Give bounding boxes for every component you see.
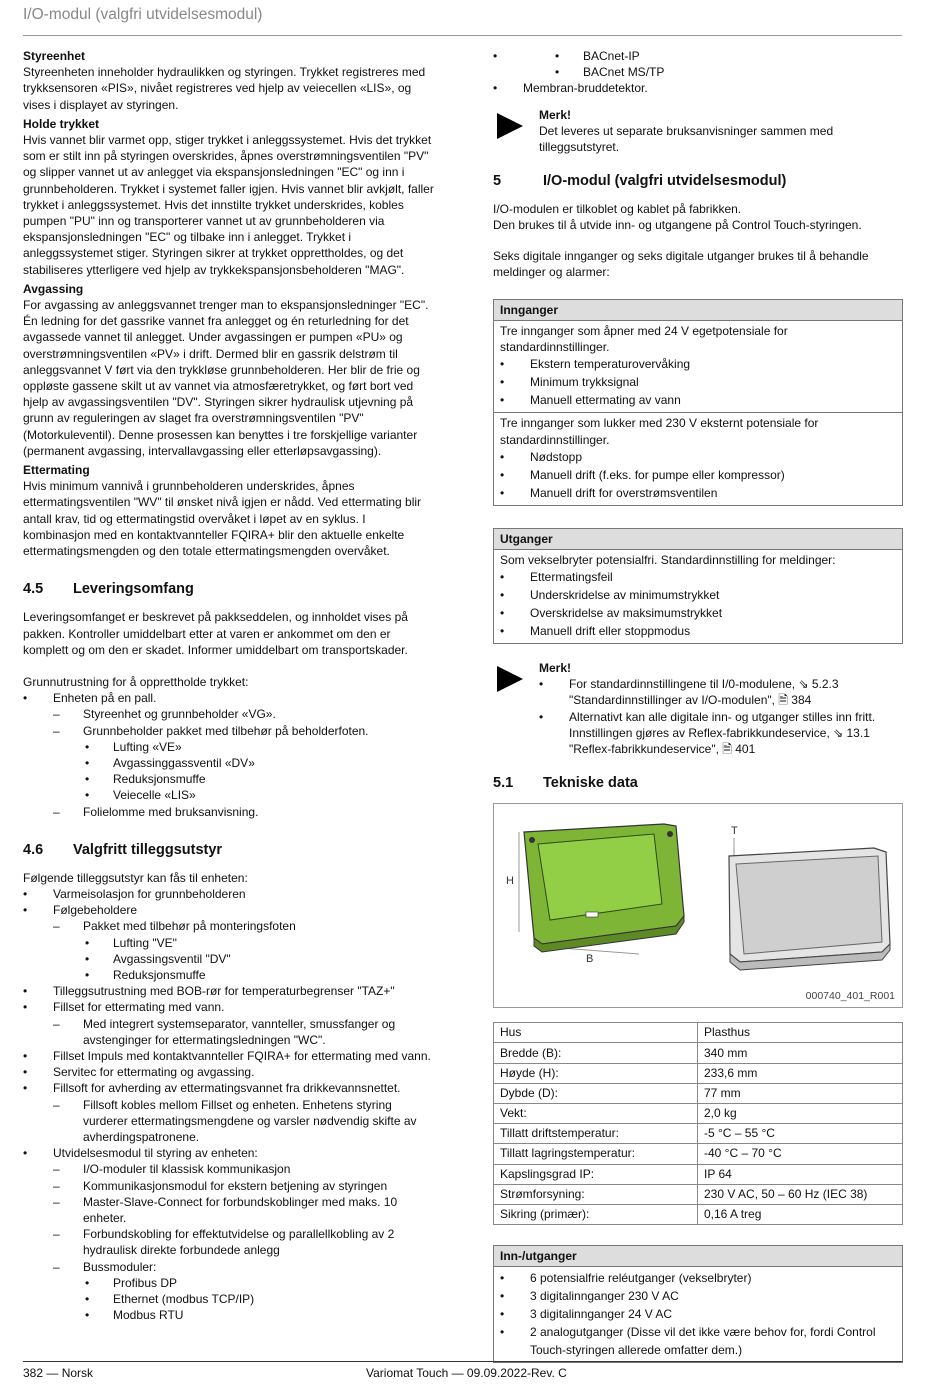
table-cell-value: 77 mm [698, 1083, 903, 1103]
list-item: • Membran-bruddetektor. [493, 80, 903, 96]
box-heading: Utganger [494, 529, 902, 550]
note-text: Det leveres ut separate bruksanvisninger sammen med tilleggsutstyret. [539, 123, 834, 155]
heading-ettermating: Ettermating [23, 463, 90, 478]
list-item: • Avgassingsventil "DV" [83, 951, 435, 967]
table-cell-label: Strømforsyning: [494, 1184, 698, 1204]
list-item: • Servitec for ettermating og avgassing. [23, 1064, 435, 1080]
table-cell-label: Kapslingsgrad IP: [494, 1164, 698, 1184]
list-item: • Avgassinggassventil «DV» [83, 755, 435, 771]
list-item: • Varmeisolasjon for grunnbeholderen [23, 886, 435, 902]
table-cell-label: Sikring (primær): [494, 1204, 698, 1224]
para-grunnutrustning: Grunnutrustning for å opprettholde trykket: [23, 674, 249, 689]
para-ettermating: Hvis minimum vannivå i grunnbeholderen underskrides, åpnes ettermatingsventilen "WV" til ønsket nivå igjen er nådd. Ved ettermating blir antall krav, tid og ettermatingstid overvåket i løpet av en syklus. I kombinasjon med en kontaktvannteller FQIRA+ blir den aktuelle enkelte ettermatingsmengden og den totale ettermatingsmengden overvåket. [23, 479, 422, 559]
list-item: • Ekstern temperaturovervåking [500, 355, 896, 373]
list-item: • Reduksjonsmuffe [83, 967, 435, 983]
list-continued [493, 48, 903, 97]
module-illustration [494, 804, 902, 1007]
list-item: – Grunnbeholder pakket med tilbehør på beholderfoten. • Lufting «VE» • Avgassinggassventil «DV» • Reduksjonsmuffe • Veiecelle «LIS» [53, 723, 435, 804]
list-item: • Ettermatingsfeil [500, 568, 896, 586]
height-label: H [506, 875, 514, 888]
arrow-icon [497, 113, 523, 139]
section-title: Leveringsomfang [73, 581, 194, 598]
table-row [494, 1164, 903, 1184]
section-4-5-heading [23, 581, 435, 597]
para-holde-trykket: Hvis vannet blir varmet opp, stiger trykket i anleggssystemet. Hvis det trykket som er stilt inn på styringen overskrides, åpnes overstrømningsventilen "PV" og slipper vannet ut av anlegget via ekspansjonsledningen "EC" og inn i grunnbeholderen. Trykket i systemet faller igjen. Hvis vannet blir avkjølt, faller trykket i anleggssystemet. Hvis det innstilte trykket underskrides, kobles pumpen "PU" inn og transporterer vannet ut av grunnbeholderen via ekspansjonsledningen "EC" og tilbake inn i anlegget. Trykket i anleggssystemet stiger. Styringen sikrer at trykket opprettholdes, og det stabiliseres ytterligere ved hjelp av trykkekspansjonsbeholderen "MAG". [23, 133, 434, 277]
list-item: • • BACnet-IP [553, 48, 903, 64]
list-item: • Underskridelse av minimumstrykket [500, 586, 896, 604]
list-item: • Lufting «VE» [83, 739, 435, 755]
list-item: • Utvidelsesmodul til styring av enheten: – I/O-moduler til klassisk kommunikasjon – Kommunikasjonsmodul for ekstern betjening av styringen – Master-Slave-Connect for forbundskoblinger med maks. 10 enheter. – Forbundskobling for effektutvidelse og parallellkobling av 2 hydraulisk direkte forbundede anlegg – Bussmoduler: • Profibus DP • Ethernet (modbus TCP/IP) • Modbus RTU [23, 1145, 435, 1323]
table-cell-label: Høyde (H): [494, 1063, 698, 1083]
list-item: • Nødstopp [500, 448, 896, 466]
list-item: • Manuell drift for overstrømsventilen [500, 484, 896, 502]
list-item: • Reduksjonsmuffe [83, 771, 435, 787]
list-item: – Styreenhet og grunnbeholder «VG». [53, 706, 435, 722]
section-title: Tekniske data [543, 775, 638, 792]
section-number: 4.6 [23, 841, 44, 858]
table-cell-label: Vekt: [494, 1104, 698, 1124]
table-cell-label: Hus [494, 1023, 698, 1043]
list-item: • Overskridelse av maksimumstrykket [500, 604, 896, 622]
list-item: – Fillsoft kobles mellom Fillset og enheten. Enhetens styring vurderer ettermatingsmengdene og varsler nødvendig skifte av avherdingspatronene. [53, 1097, 435, 1146]
note-box [493, 107, 903, 156]
list-item: • Modbus RTU [83, 1307, 435, 1323]
list-item: • Manuell ettermating av vann [500, 391, 896, 409]
list-item: – Pakket med tilbehør på monteringsfoten • Lufting "VE" • Avgassingsventil "DV" • Reduksjonsmuffe [53, 918, 435, 983]
right-column [493, 48, 903, 1363]
depth-label: T [731, 825, 738, 838]
table-cell-value: 233,6 mm [698, 1063, 903, 1083]
list-leveringsomfang [23, 690, 435, 820]
table-row [494, 1184, 903, 1204]
table-cell-label: Dybde (D): [494, 1083, 698, 1103]
footer-page: 382 — Norsk [23, 1366, 94, 1380]
box-text: Tre innganger som lukker med 230 V eksternt potensiale for standardinnstillinger. [500, 416, 819, 447]
table-row [494, 1144, 903, 1164]
logo-badge [586, 912, 598, 917]
list-item: – Kommunikasjonsmodul for ekstern betjening av styringen [53, 1178, 435, 1194]
io-box [493, 1245, 903, 1363]
list-item: • Fillset for ettermating med vann. – Med integrert systemseparator, vannteller, smussfanger og avstenginger for ettermatingsledningen "WC". [23, 999, 435, 1048]
heading-holde-trykket: Holde trykket [23, 116, 100, 131]
arrow-icon [497, 666, 523, 692]
table-cell-value: Plasthus [698, 1023, 903, 1043]
note-box [493, 660, 903, 757]
table-row [494, 1124, 903, 1144]
header-rule [23, 35, 902, 36]
list-item: • Manuell drift eller stoppmodus [500, 622, 896, 640]
list-item: • For standardinnstillingene til I/0-modulene, ⇘ 5.2.3 "Standardinnstillinger av I/O-modulen", 🗎 384 [539, 676, 903, 708]
para-io-3: Seks digitale innganger og seks digitale utganger brukes til å behandle meldinger og alarmer: [493, 248, 869, 279]
table-row [494, 1023, 903, 1043]
table-cell-label: Tillatt driftstemperatur: [494, 1124, 698, 1144]
table-row [494, 1204, 903, 1224]
list-item: – Forbundskobling for effektutvidelse og parallellkobling av 2 hydraulisk direkte forbundede anlegg [53, 1226, 435, 1258]
para-styreenhet: Styreenheten inneholder hydraulikken og styringen. Trykket registreres med trykksensoren «PIS», nivået registreres ved hjelp av veiecellen «LIS», og vises i displayet av styringen. [23, 65, 426, 112]
note-heading: Merk! [539, 661, 572, 676]
module-side-back [736, 856, 882, 954]
box-heading: Inn-/utganger [494, 1246, 902, 1267]
list-item: • 6 potensialfrie reléutganger (vekselbryter) [500, 1269, 896, 1287]
list-item: • Profibus DP [83, 1275, 435, 1291]
left-column [23, 48, 435, 1323]
section-number: 4.5 [23, 581, 44, 598]
list-item: • Minimum trykksignal [500, 373, 896, 391]
list-item: – I/O-moduler til klassisk kommunikasjon [53, 1161, 435, 1177]
table-row [494, 1063, 903, 1083]
inputs-box [493, 299, 903, 506]
para-io-1: I/O-modulen er tilkoblet og kablet på fabrikken. [493, 202, 742, 217]
table-cell-label: Tillatt lagringstemperatur: [494, 1144, 698, 1164]
width-label: B [586, 953, 594, 966]
section-5-heading [493, 173, 903, 189]
table-cell-value: 340 mm [698, 1043, 903, 1063]
section-number: 5 [493, 173, 502, 190]
list-item: • Veiecelle «LIS» [83, 787, 435, 803]
section-number: 5.1 [493, 775, 514, 792]
list-item: – Bussmoduler: • Profibus DP • Ethernet (modbus TCP/IP) • Modbus RTU [53, 1259, 435, 1324]
table-cell-label: Bredde (B): [494, 1043, 698, 1063]
para-io-2: Den brukes til å utvide inn- og utgangene på Control Touch-styringen. [493, 218, 862, 233]
table-row [494, 1043, 903, 1063]
screw-icon [529, 837, 535, 843]
list-item: – Med integrert systemseparator, vannteller, smussfanger og avstenginger for ettermatingsledningen "WC". [53, 1016, 435, 1048]
table-cell-value: IP 64 [698, 1164, 903, 1184]
para-avgassing: For avgassing av anleggsvannet trenger man to ekspansjonsledninger "EC". Én ledning for det gassrike vannet fra anlegget og én returledning for det avgassede vannet til anlegget. Under avgassingen er pumpen «PU» og overstrømningsventilen «PV» i drift. Dermed blir en gassrik delstrøm til anleggsvannet V ført via den trykkløse grunnbeholderen. Her blir de frie og oppløste gassene skilt ut av vannet via atmosfæretrykket, og ført bort ved hjelp av avgassingsventilen "DV". Styringen sikrer hydraulisk utjevning på grunn av reguleringen av slaget fra overstrømningsventilen "PV" (Motorkuleventil). Denne prosessen kan benyttes i tre forskjellige varianter (permanent avgassing, intervallavgassing eller etterløpsavgassing). [23, 298, 429, 458]
list-item: • 3 digitalinnganger 230 V AC [500, 1287, 896, 1305]
module-display-panel [538, 834, 662, 920]
list-item: • Fillset Impuls med kontaktvannteller FQIRA+ for ettermating med vann. [23, 1048, 435, 1064]
list-item: • Følgebeholdere – Pakket med tilbehør på monteringsfoten • Lufting "VE" • Avgassingsventil "DV" • Reduksjonsmuffe [23, 902, 435, 983]
list-item: – Folielomme med bruksanvisning. [53, 804, 435, 820]
list-item: • Lufting "VE" [83, 935, 435, 951]
table-cell-value: -5 °C – 55 °C [698, 1124, 903, 1144]
para-leveringsomfang: Leveringsomfanget er beskrevet på pakkseddelen, og innholdet vises på pakken. Kontroller umiddelbart etter at varen er ankommet om den er komplett og om den er skadet. Informer umiddelbart om transportskader. [23, 610, 408, 657]
section-4-6-heading [23, 842, 435, 858]
para-tilleggsutstyr: Følgende tilleggsutstyr kan fås til enheten: [23, 870, 248, 885]
tech-data-table [493, 1022, 903, 1225]
footer-doc: Variomat Touch — 09.09.2022-Rev. C [366, 1366, 567, 1380]
figure-caption: 000740_401_R001 [805, 990, 895, 1003]
list-item: • Ethernet (modbus TCP/IP) [83, 1291, 435, 1307]
note-heading: Merk! [539, 107, 572, 122]
outputs-box [493, 528, 903, 644]
table-row [494, 1104, 903, 1124]
list-item: • Tilleggsutrustning med BOB-rør for temperaturbegrenser "TAZ+" [23, 983, 435, 999]
list-item: • Enheten på en pall. – Styreenhet og grunnbeholder «VG». – Grunnbeholder pakket med tilbehør på beholderfoten. • Lufting «VE» • Avgassinggassventil «DV» • Reduksjonsmuffe • Veiecelle «LIS» – Folielomme med bruksanvisning. [23, 690, 435, 820]
table-cell-value: 0,16 A treg [698, 1204, 903, 1224]
list-item [493, 48, 903, 80]
table-row [494, 1083, 903, 1103]
module-figure [493, 803, 903, 1008]
list-item: • BACnet MS/TP [553, 64, 903, 80]
table-cell-value: 2,0 kg [698, 1104, 903, 1124]
table-cell-value: -40 °C – 70 °C [698, 1144, 903, 1164]
list-item: • Fillsoft for avherding av ettermatingsvannet fra drikkevannsnettet. – Fillsoft kobles mellom Fillset og enheten. Enhetens styring vurderer ettermatingsmengdene og varsler nødvendig skifte av avherdingspatronene. [23, 1080, 435, 1145]
box-text: Tre innganger som åpner med 24 V egetpotensiale for standardinnstillinger. [500, 324, 788, 355]
screw-icon [667, 831, 673, 837]
table-cell-value: 230 V AC, 50 – 60 Hz (IEC 38) [698, 1184, 903, 1204]
list-item: • Manuell drift (f.eks. for pumpe eller kompressor) [500, 466, 896, 484]
section-5-1-heading [493, 775, 903, 791]
section-title: I/O-modul (valgfri utvidelsesmodul) [543, 173, 787, 190]
heading-styreenhet: Styreenhet [23, 49, 86, 63]
list-item: • 2 analogutganger (Disse vil det ikke være behov for, fordi Control Touch-styringen allerede omfatter dem.) [500, 1323, 896, 1359]
section-title: Valgfritt tilleggsutstyr [73, 841, 223, 858]
list-item: • Alternativt kan alle digitale inn- og utganger stilles inn fritt. Innstillingen gjøres av Reflex-fabrikkundeservice, ⇘ 13.1 "Reflex-fabrikkundeservice", 🗎 401 [539, 709, 903, 758]
list-tilleggsutstyr [23, 886, 435, 1323]
box-text: Som vekselbryter potensialfri. Standardinnstilling for meldinger: [500, 552, 836, 567]
list-item: • 3 digitalinnganger 24 V AC [500, 1305, 896, 1323]
list-item: – Master-Slave-Connect for forbundskoblinger med maks. 10 enheter. [53, 1194, 435, 1226]
box-heading: Innganger [494, 300, 902, 321]
heading-avgassing: Avgassing [23, 281, 84, 296]
running-header: I/O-modul (valgfri utvidelsesmodul) [23, 6, 263, 23]
footer-rule [23, 1361, 902, 1362]
